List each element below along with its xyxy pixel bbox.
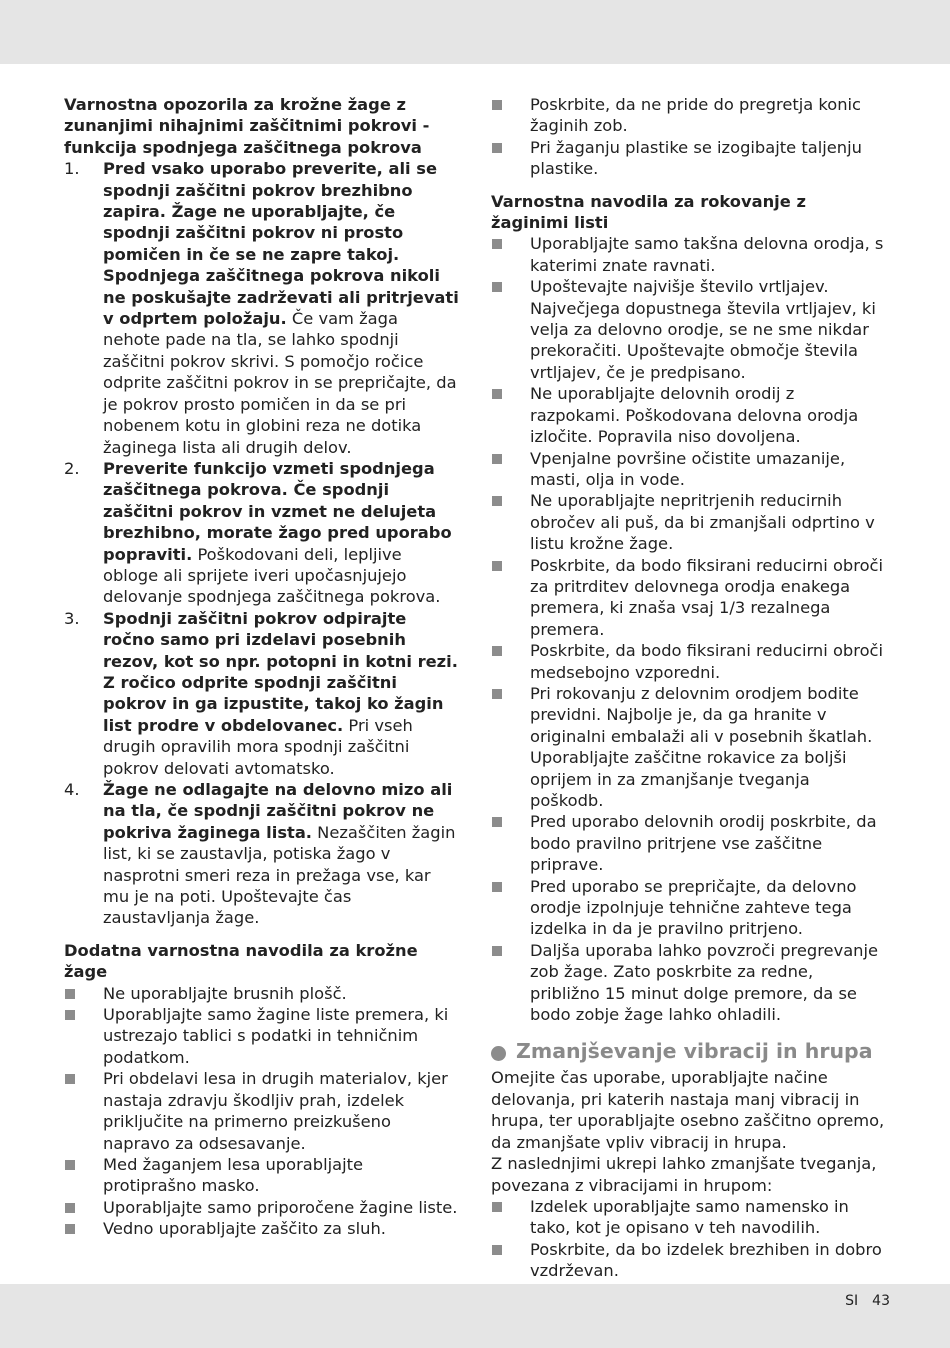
- section-title: Zmanjševanje vibracij in hrupa: [516, 1039, 873, 1064]
- numbered-item: 3. Spodnji zaščitni pokrov odpirajte ročno samo pri izdelavi posebnih rezov, kot so npr. potopni in kotni rezi. Z ročico odprite spodnji zaščitni pokrov in ga izpustite, takoj ko žagin list prodre v obdelovanec. Pri vseh drugih opravilih mora spodnji zaščitni pokrov delovati avtomatsko.: [64, 608, 458, 778]
- heading-additional-safety: Dodatna varnostna navodila za krožne žage: [64, 940, 418, 982]
- list-item: Vpenjalne površine očistite umazanije, masti, olja in vode.: [491, 448, 887, 491]
- list-item: Uporabljajte samo priporočene žagine liste.: [64, 1197, 460, 1218]
- bottom-band: [0, 1284, 950, 1348]
- bullet-list-top: [491, 94, 887, 180]
- list-item: Pred uporabo se prepričajte, da delovno orodje izpolnjuje tehnične zahteve tega izdelka in da je pravilno pritrjeno.: [491, 876, 887, 940]
- bullet-square-icon: [492, 817, 502, 827]
- paragraph: Z naslednjimi ukrepi lahko zmanjšate tveganja, povezana z vibracijami in hrupom:: [491, 1154, 877, 1195]
- bullet-square-icon: [492, 389, 502, 399]
- list-item: Poskrbite, da bodo fiksirani reducirni obroči za pritrditev delovnega orodja enakega premera, ki znaša vsaj 1/3 rezalnega premera.: [491, 555, 887, 641]
- bullet-square-icon: [492, 1202, 502, 1212]
- bullet-list-blades: [491, 233, 887, 1025]
- heading-lower-guard: Varnostna opozorila za krožne žage z zunanjimi nihajnimi zaščitnimi pokrovi - funkcija spodnjega zaščitnega pokrova: [64, 95, 430, 157]
- bullet-square-icon: [492, 100, 502, 110]
- bullet-square-icon: [492, 454, 502, 464]
- list-item: Uporabljajte samo takšna delovna orodja, s katerimi znate ravnati.: [491, 233, 887, 276]
- list-item: Ne uporabljajte nepritrjenih reducirnih obročev ali puš, da bi zmanjšali odprtino v listu krožne žage.: [491, 490, 887, 554]
- list-item: Med žaganjem lesa uporabljajte protiprašno masko.: [64, 1154, 460, 1197]
- list-item: Izdelek uporabljajte samo namensko in tako, kot je opisano v teh navodilih.: [491, 1196, 887, 1239]
- bullet-square-icon: [492, 946, 502, 956]
- left-column: [64, 94, 460, 1240]
- heading-blade-handling: Varnostna navodila za rokovanje z žaginimi listi: [491, 191, 806, 233]
- bullet-square-icon: [492, 1245, 502, 1255]
- list-item: Ne uporabljajte delovnih orodij z razpokami. Poškodovana delovna orodja izločite. Popravila niso dovoljena.: [491, 383, 887, 447]
- list-item: Poskrbite, da bodo fiksirani reducirni obroči medsebojno vzporedni.: [491, 640, 887, 683]
- bullet-square-icon: [492, 689, 502, 699]
- list-item: Poskrbite, da bo izdelek brezhiben in dobro vzdrževan.: [491, 1239, 887, 1282]
- bullet-square-icon: [492, 143, 502, 153]
- list-item: Ne uporabljajte brusnih plošč.: [64, 983, 460, 1004]
- section-header: [491, 1039, 887, 1063]
- numbered-list: [64, 158, 460, 929]
- bullet-square-icon: [492, 882, 502, 892]
- numbered-item: 1. Pred vsako uporabo preverite, ali se spodnji zaščitni pokrov brezhibno zapira. Žage ne uporabljajte, če spodnji zaščitni pokrov ni prosto pomičen in če se ne zapre takoj. Spodnjega zaščitnega pokrova nikoli ne poskušajte zadrževati ali pritrjevati v odprtem položaju. Če vam žaga nehote pade na tla, se lahko spodnji zaščitni pokrov skrivi. S pomočjo ročice odprite zaščitni pokrov in se prepričajte, da je pokrov prosto pomičen in da se pri nobenem kotu in globini reza ne dotika žaginega lista ali drugih delov.: [64, 159, 459, 457]
- top-band: [0, 0, 950, 64]
- bullet-square-icon: [65, 1224, 75, 1234]
- page-footer: [831, 1293, 890, 1309]
- page-number: 43: [872, 1293, 890, 1309]
- list-item: Uporabljajte samo žagine liste premera, ki ustrezajo tablici s podatki in tehničnim podatkom.: [64, 1004, 460, 1068]
- list-item: Pred uporabo delovnih orodij poskrbite, da bodo pravilno pritrjene vse zaščitne priprave.: [491, 811, 887, 875]
- list-item: Pri rokovanju z delovnim orodjem bodite previdni. Najbolje je, da ga hranite v originalni embalaži ali v posebnih škatlah. Uporabljajte zaščitne rokavice za boljši oprijem in za zmanjšanje tveganja poškodb.: [491, 683, 887, 811]
- bullet-square-icon: [492, 282, 502, 292]
- bullet-square-icon: [492, 496, 502, 506]
- list-item: Vedno uporabljajte zaščito za sluh.: [64, 1218, 460, 1239]
- right-column: [491, 94, 887, 1324]
- bullet-square-icon: [65, 989, 75, 999]
- list-item: Upoštevajte najvišje število vrtljajev. Največjega dopustnega števila vrtljajev, ki velja za delovno orodje, se ne sme nikdar prekoračiti. Upoštevajte območje števila vrtljajev, če je predpisano.: [491, 276, 887, 383]
- bullet-square-icon: [65, 1074, 75, 1084]
- bullet-square-icon: [492, 561, 502, 571]
- list-item: Pri obdelavi lesa in drugih materialov, kjer nastaja zdravju škodljiv prah, izdelek priključite na primerno preizkušeno napravo za odsesavanje.: [64, 1068, 460, 1154]
- bullet-square-icon: [492, 646, 502, 656]
- bullet-square-icon: [65, 1203, 75, 1213]
- language-code: SI: [845, 1293, 859, 1309]
- section-bullet-icon: [491, 1046, 506, 1061]
- numbered-item: 2. Preverite funkcijo vzmeti spodnjega zaščitnega pokrova. Če spodnji zaščitni pokrov in vzmet ne delujeta brezhibno, morate žago pred uporabo popraviti. Poškodovani deli, lepljive obloge ali sprijete iveri upočasnjujejo delovanje spodnjega zaščitnega pokrova.: [64, 458, 452, 607]
- bullet-list-additional: [64, 983, 460, 1240]
- bullet-square-icon: [492, 239, 502, 249]
- list-item: Daljša uporaba lahko povzroči pregrevanje zob žage. Zato poskrbite za redne, približno 15 minut dolge premore, da se bodo zobje žage lahko ohladili.: [491, 940, 887, 1026]
- list-item: Pri žaganju plastike se izogibajte taljenju plastike.: [491, 137, 887, 180]
- paragraph: Omejite čas uporabe, uporabljajte načine delovanja, pri katerih nastaja manj vibracij in hrupa, ter uporabljajte osebno zaščitno opremo, da zmanjšate vpliv vibracij in hrupa.: [491, 1068, 885, 1152]
- numbered-item: 4. Žage ne odlagajte na delovno mizo ali na tla, če spodnji zaščitni pokrov ne pokriva žaginega lista. Nezaščiten žagin list, ki se zaustavlja, potiska žago v nasprotni smeri reza in prežaga vse, kar mu je na poti. Upoštevajte čas zaustavljanja žage.: [64, 780, 456, 928]
- bullet-square-icon: [65, 1010, 75, 1020]
- list-item: Poskrbite, da ne pride do pregretja konic žaginih zob.: [491, 94, 887, 137]
- bullet-square-icon: [65, 1160, 75, 1170]
